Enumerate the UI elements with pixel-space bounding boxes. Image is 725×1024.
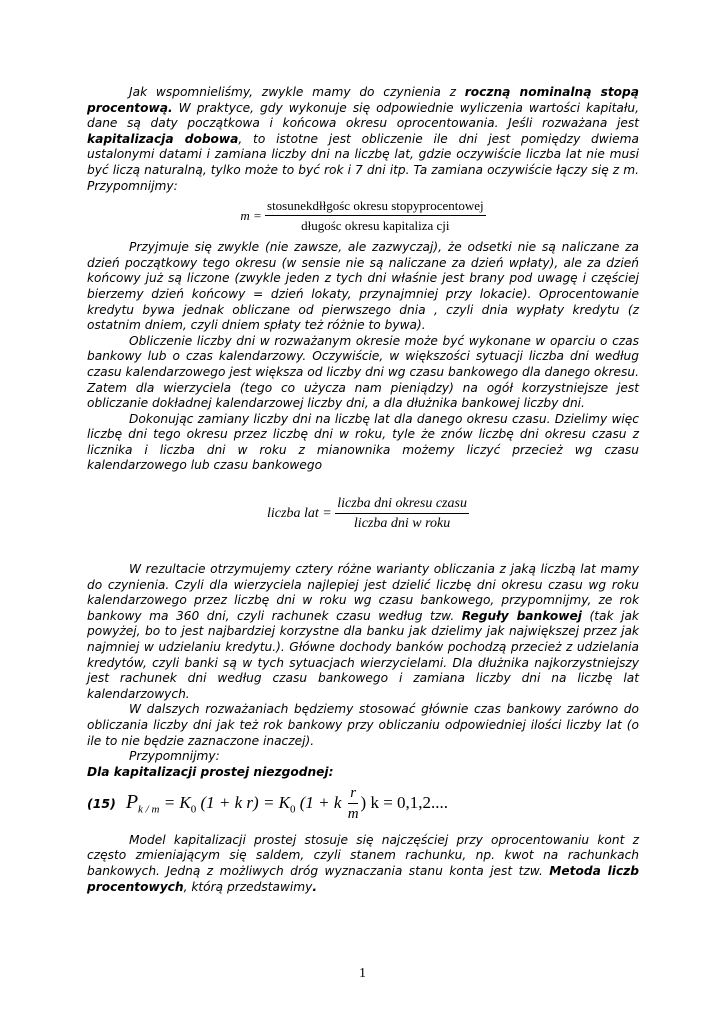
- paragraph-6: W dalszych rozważaniach będziemy stosować głównie czas bankowy zarówno do obliczania liczby dni jak też rok bankowy przy obliczaniu odpowiedniej ilości liczby lat (o ile to nie będzie zaznaczone inaczej).: [87, 702, 639, 748]
- formula-lhs: liczba lat =: [267, 506, 332, 522]
- paragraph-1: Jak wspomnieliśmy, zwykle mamy do czynienia z roczną nominalną stopą procentową. W praktyce, gdy wykonuje się odpowiednie wyliczenia wartości kapitału, dane są daty początkowa i końcowa okresu oprocentowania. Jeśli rozważana jest kapitalizacja dobowa, to istotne jest obliczenie ile dni jest pomiędzy dwiema ustalonymi datami i zamiana liczby dni na liczbę lat, gdzie oczywiście liczba lat nie musi być liczą naturalną, tylko może to być rok i 7 dni itp. Ta zamiana oczywiście łączy się z m. Przypomnijmy:: [87, 85, 639, 193]
- bold-term: Reguły bankowej: [461, 608, 582, 623]
- document-page: [87, 85, 639, 895]
- formula-denominator: długośc okresu kapitaliza cji: [301, 218, 450, 234]
- page-number: 1: [359, 966, 366, 981]
- formula-body: $P_{k / m} = K_0$ (1 + k $r) = K_0$ (1 + k $\frac{r}{m}$ ) k = 0,1,2....: [125, 784, 449, 822]
- paragraph-3: Obliczenie liczby dni w rozważanym okresie może być wykonane w oparciu o czas bankowy lub o czas kalendarzowy. Oczywiście, w większości sytuacji liczba dni według czasu kalendarzowego jest większa od liczby dni wg czasu bankowego dla danego okresu. Zatem dla wierzyciela (tego co użycza nam pieniądzy) na ogół korzystniejsze jest obliczanie dokładnej kalendarzowej liczby dni, a dla dłużnika bankowej liczby dni.: [87, 333, 639, 411]
- formula-denominator: liczba dni w roku: [353, 516, 451, 532]
- formula-number: (15): [87, 796, 116, 812]
- formula-liczba-lat: [97, 496, 639, 532]
- formula-fraction: [335, 496, 469, 532]
- paragraph-4: Dokonując zamiany liczby dni na liczbę lat dla danego okresu czasu. Dzielimy więc liczbę dni tego okresu przez liczbę dni w roku, tyle że znów liczbę dni okresu czasu z licznika i liczba dni w roku z mianownika możemy liczyć przecież wg czasu kalendarzowego lub czasu bankowego: [87, 411, 639, 473]
- bold-term: roczną nominalną stopą procentową.: [87, 85, 639, 115]
- formula-15: [87, 785, 639, 823]
- bold-term: Metoda liczb procentowych: [87, 863, 639, 894]
- formula-fraction: $\frac{r}{m}$: [347, 784, 359, 822]
- formula-m: [87, 198, 639, 234]
- formula-numerator: liczba dni okresu czasu: [335, 496, 469, 514]
- paragraph-8: Model kapitalizacji prostej stosuje się najczęściej przy oprocentowaniu kont z często zmieniającym się saldem, czyli stanem rachunku, np. kwot na rachunkach bankowych. Jedną z możliwych dróg wyznaczania stanu konta jest tzw. Metoda liczb procentowych, którą przedstawimy.: [87, 832, 639, 894]
- paragraph-5: W rezultacie otrzymujemy cztery różne warianty obliczania z jaką liczbą lat mamy do czynienia. Czyli dla wierzyciela najlepiej jest dzielić liczbę dni okresu czasu wg roku kalendarzowego przez liczbę dni w roku wg czasu bankowego, przypomnijmy, ze rok bankowy ma 360 dni, czyli rachunek czasu według tzw. Reguły bankowej (tak jak powyżej, bo to jest najbardziej korzystne dla banku jak dzielimy jak największej przez jak najmniej w udzielaniu kredytu.). Główne dochody banków pochodzą przecież z udzielania kredytów, czyli banki są w tych sytuacjach wierzycielami. Dla dłużnika najkorzystniejszy jest rachunek dni według czasu bankowego i zamiana liczby dni na liczbę lat kalendarzowych.: [87, 562, 639, 701]
- formula-lhs: m =: [240, 208, 262, 224]
- formula-numerator: stosunekdłłgośc okresu stopyprocentowej: [265, 198, 486, 216]
- paragraph-7: Przypomnijmy:: [129, 749, 220, 764]
- section-heading: Dla kapitalizacji prostej niezgodnej:: [87, 764, 334, 779]
- formula-fraction: [265, 198, 486, 234]
- paragraph-2: Przyjmuje się zwykle (nie zawsze, ale zazwyczaj), że odsetki nie są naliczane za dzień początkowy tego okresu (w sensie nie są naliczane za dzień wpłaty), ale za dzień końcowy już są liczone (zwykle jeden z tych dni właśnie jest brany pod uwagę i częściej bierzemy dzień końcowy = dzień lokaty, przynajmniej przy lokacie). Oprocentowanie kredytu bywa jednak obliczane od pierwszego dnia , czyli dnia wypłaty kredytu (z ostatnim dniem, czyli dniem spłaty też różnie to bywa).: [87, 240, 639, 333]
- bold-term: kapitalizacja dobowa: [87, 131, 239, 146]
